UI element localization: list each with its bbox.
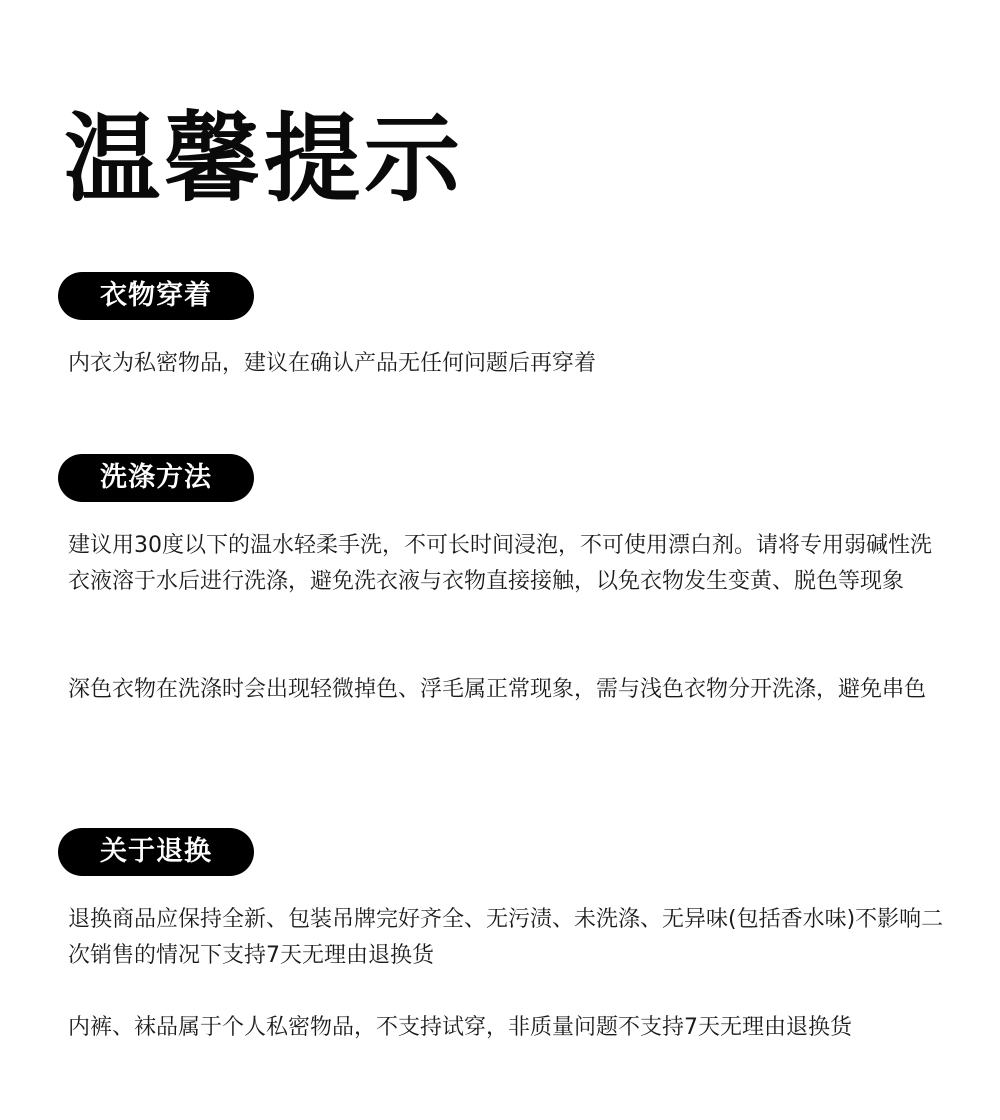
returns-paragraph-1: 退换商品应保持全新、包装吊牌完好齐全、无污渍、未洗涤、无异味(包括香水味)不影响二次销售的情况下支持7天无理由退换货	[68, 907, 944, 968]
washing-paragraph-2: 深色衣物在洗涤时会出现轻微掉色、浮毛属正常现象，需与浅色衣物分开洗涤，避免串色	[68, 677, 927, 702]
wearing-paragraph: 内衣为私密物品，建议在确认产品无任何问题后再穿着	[68, 351, 597, 376]
washing-paragraph-1: 建议用30度以下的温水轻柔手洗，不可长时间浸泡，不可使用漂白剂。请将专用弱碱性洗衣液溶于水后进行洗涤，避免洗衣液与衣物直接接触，以免衣物发生变黄、脱色等现象	[68, 533, 932, 594]
returns-paragraph-2: 内裤、袜品属于个人私密物品，不支持试穿，非质量问题不支持7天无理由退换货	[68, 1015, 852, 1040]
page-title: 温馨提示	[64, 103, 464, 215]
section-heading-wearing: 衣物穿着	[58, 272, 254, 320]
section-heading-washing: 洗涤方法	[58, 454, 254, 502]
section-heading-returns: 关于退换	[58, 828, 254, 876]
